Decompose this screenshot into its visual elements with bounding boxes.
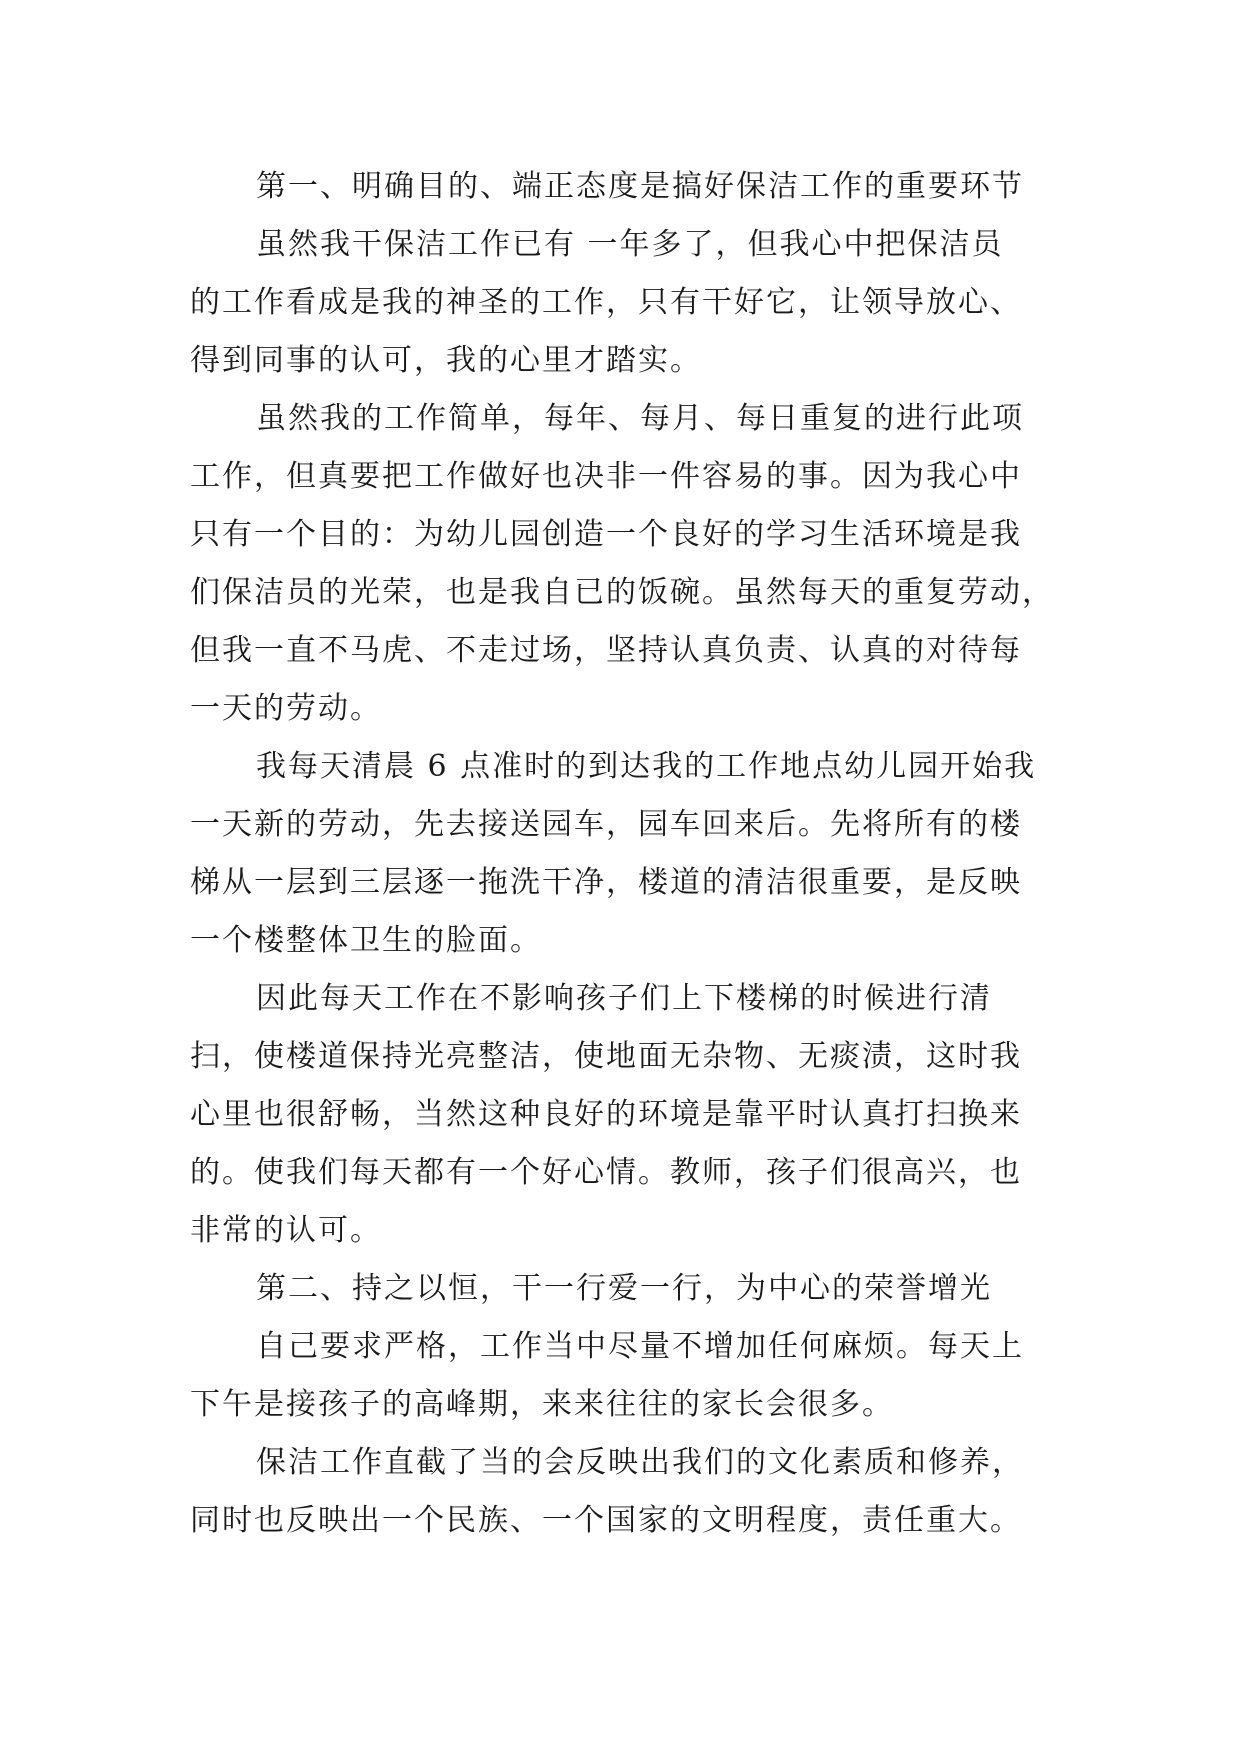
text-line: 一个楼整体卫生的脸面。	[190, 923, 542, 958]
text-line: 保洁工作直截了当的会反映出我们的文化素质和修养，	[256, 1445, 1024, 1480]
text-line: 同时也反映出一个民族、一个国家的文明程度，责任重大。	[190, 1503, 1022, 1538]
text-line: 的工作看成是我的神圣的工作，只有干好它，让领导放心、	[190, 285, 1022, 320]
text-line: 一天的劳动。	[190, 691, 382, 726]
text-line: 但我一直不马虎、不走过场，坚持认真负责、认真的对待每	[190, 633, 1022, 668]
text-line: 得到同事的认可，我的心里才踏实。	[190, 343, 702, 378]
text-line: 们保洁员的光荣，也是我自已的饭碗。虽然每天的重复劳动，	[190, 575, 1054, 610]
text-line: 虽然我干保洁工作已有 一年多了，但我心中把保洁员	[256, 227, 1004, 262]
text-line: 第一、明确目的、端正态度是搞好保洁工作的重要环节	[256, 169, 1024, 204]
text-line: 因此每天工作在不影响孩子们上下楼梯的时候进行清	[256, 981, 992, 1016]
text-line: 我每天清晨 6 点准时的到达我的工作地点幼儿园开始我	[256, 749, 1037, 784]
text-line: 一天新的劳动，先去接送园车，园车回来后。先将所有的楼	[190, 807, 1022, 842]
text-line: 第二、持之以恒，干一行爱一行，为中心的荣誉增光	[256, 1271, 992, 1306]
text-line: 下午是接孩子的高峰期，来来往往的家长会很多。	[190, 1387, 894, 1422]
text-line: 只有一个目的：为幼儿园创造一个良好的学习生活环境是我	[190, 517, 1022, 552]
text-line: 工作，但真要把工作做好也决非一件容易的事。因为我心中	[190, 459, 1022, 494]
document-body	[190, 158, 1070, 1550]
text-line: 的。使我们每天都有一个好心情。教师，孩子们很高兴，也	[190, 1155, 1022, 1190]
text-line: 扫，使楼道保持光亮整洁，使地面无杂物、无痰渍，这时我	[190, 1039, 1022, 1074]
text-line: 非常的认可。	[190, 1213, 382, 1248]
text-line: 梯从一层到三层逐一拖洗干净，楼道的清洁很重要，是反映	[190, 865, 1022, 900]
text-line: 虽然我的工作简单，每年、每月、每日重复的进行此项	[256, 401, 1024, 436]
text-line: 心里也很舒畅，当然这种良好的环境是靠平时认真打扫换来	[190, 1097, 1022, 1132]
text-line: 自己要求严格，工作当中尽量不增加任何麻烦。每天上	[256, 1329, 1024, 1364]
